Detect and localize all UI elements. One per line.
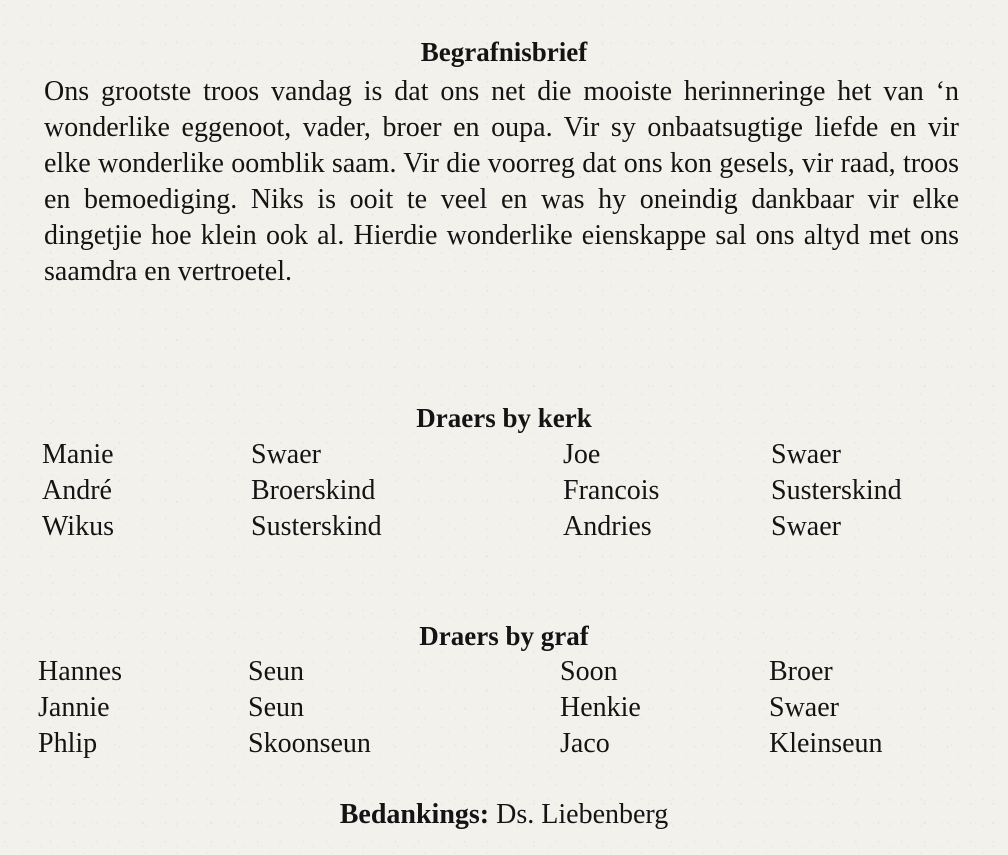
bearer-name: Francois [563, 475, 660, 506]
bearer-relation: Skoonseun [248, 728, 371, 759]
acknowledgements-line [0, 797, 1008, 833]
bearer-relation: Broer [769, 656, 833, 687]
bearer-relation: Swaer [771, 511, 841, 542]
acknowledgements-label: Bedankings: [339, 799, 490, 830]
bearer-name: Hannes [38, 656, 122, 687]
bearer-name: Jannie [38, 692, 110, 723]
tribute-paragraph: Ons grootste troos vandag is dat ons net die mooiste herinneringe het van ‘n wonderlike eggenoot, vader, broer en oupa. Vir sy onbaatsugtige liefde en vir elke wonderlike oomblik saam. Vir die voorreg dat ons kon gesels, vir raad, troos en bemoediging. Niks is ooit te veel en was hy oneindig dankbaar vir elke dingetjie hoe klein ook al. Hierdie wonderlike eienskappe sal ons altyd met ons saamdra en vertroetel. [44, 76, 959, 287]
bearer-row [0, 726, 1008, 762]
bearer-name: Jaco [560, 728, 610, 759]
bearer-relation: Seun [248, 692, 304, 723]
grave-bearers-list [0, 654, 1008, 762]
bearer-relation: Seun [248, 656, 304, 687]
bearer-relation: Susterskind [771, 475, 902, 506]
church-bearers-list [0, 437, 1008, 545]
bearer-relation: Swaer [771, 439, 841, 470]
bearer-row [0, 437, 1008, 473]
bearer-row [0, 509, 1008, 545]
bearer-relation: Swaer [769, 692, 839, 723]
bearer-name: Wikus [42, 511, 114, 542]
bearer-name: Andries [563, 511, 652, 542]
bearer-name: Joe [563, 439, 601, 470]
church-bearers-heading: Draers by kerk [416, 403, 592, 433]
bearer-name: Soon [560, 656, 618, 687]
bearer-relation: Swaer [251, 439, 321, 470]
bearer-name: Manie [42, 439, 114, 470]
document-title: Begrafnisbrief [420, 37, 588, 67]
acknowledgements-name: Ds. Liebenberg [496, 799, 669, 830]
bearer-row [0, 690, 1008, 726]
bearer-relation: Kleinseun [769, 728, 883, 759]
bearer-relation: Susterskind [251, 511, 382, 542]
bearer-row [0, 473, 1008, 509]
bearer-relation: Broerskind [251, 475, 376, 506]
grave-bearers-heading: Draers by graf [419, 621, 589, 651]
bearer-row [0, 654, 1008, 690]
bearer-name: Phlip [38, 728, 98, 759]
bearer-name: André [42, 475, 112, 506]
bearer-name: Henkie [560, 692, 641, 723]
